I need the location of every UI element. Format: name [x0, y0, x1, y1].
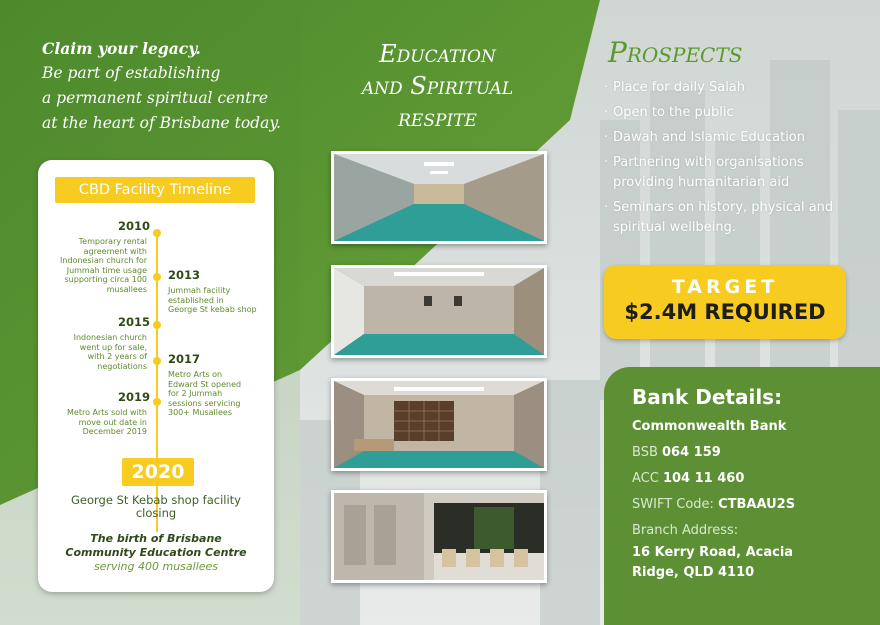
timeline-event-text: Metro Arts sold with move out date in December 2019: [67, 408, 147, 437]
target-badge: [604, 265, 846, 339]
timeline-dot: [153, 229, 161, 237]
target-label: TARGET: [671, 276, 779, 298]
timeline-year: 2017: [168, 352, 201, 366]
timeline-event-text: Jummah facility established in George St kebab shop: [168, 286, 257, 315]
timeline-event-text: Temporary rental agreement with Indonesian church for Jummah time usage supporting circa 100 musallees: [60, 237, 147, 294]
timeline-event-text: Metro Arts on Edward St opened for 2 Jummah sessions servicing 300+ Musallees: [168, 370, 242, 418]
bank-branch-address: 16 Kerry Road, Acacia: [632, 545, 794, 560]
bank-title: Bank Details:: [632, 385, 783, 409]
intro-line: Be part of establishing: [42, 64, 221, 82]
list-item: · Seminars on history, physical and spiritual wellbeing.: [604, 198, 864, 238]
timeline-dot: [153, 321, 161, 329]
intro-line: a permanent spiritual centre: [42, 89, 269, 107]
bank-details-panel: [604, 367, 880, 625]
facility-photo: [331, 265, 547, 358]
list-item: · Partnering with organisations providing humanitarian aid: [604, 153, 864, 193]
timeline-dot: [153, 398, 161, 406]
intro-line: at the heart of Brisbane today.: [42, 114, 281, 132]
serving-text: serving 400 musallees: [93, 560, 219, 573]
middle-title: Education and Spiritual respite: [361, 40, 514, 132]
timeline-title: CBD Facility Timeline: [55, 177, 255, 203]
facility-photo: [331, 490, 547, 583]
intro-text: [42, 36, 302, 136]
facility-photo: [331, 378, 547, 471]
timeline-dot: [153, 357, 161, 365]
bank-bsb: BSB 064 159: [632, 445, 721, 460]
timeline-year: 2010: [118, 219, 151, 233]
timeline-event-text: Indonesian church went up for sale, with 2 years of negotiations: [73, 333, 147, 371]
timeline-year: 2015: [118, 315, 151, 329]
timeline-card: [38, 160, 274, 592]
birth-text: The birth of Brisbane Community Education Centre: [65, 532, 247, 559]
final-year-badge: 2020: [122, 458, 194, 486]
target-amount: $2.4M REQUIRED: [624, 300, 826, 324]
bank-branch-label: Branch Address:: [632, 523, 739, 538]
bank-swift: SWIFT Code: CTBAAU2S: [632, 497, 796, 512]
bank-acc: ACC 104 11 460: [632, 471, 745, 486]
bank-branch-address: Ridge, QLD 4110: [632, 565, 755, 580]
closing-text: George St Kebab shop facility closing: [71, 493, 241, 520]
facility-photo: [331, 151, 547, 244]
timeline-year: 2019: [118, 390, 151, 404]
list-item: · Open to the public: [604, 103, 864, 123]
timeline-dot: [153, 273, 161, 281]
prospects-title: Prospects: [608, 36, 743, 69]
bank-name: Commonwealth Bank: [632, 419, 787, 434]
timeline-year: 2013: [168, 268, 201, 282]
list-item: · Place for daily Salah: [604, 78, 864, 98]
list-item: · Dawah and Islamic Education: [604, 128, 864, 148]
prospects-list: [604, 78, 864, 243]
intro-lead: Claim your legacy.: [42, 39, 201, 58]
